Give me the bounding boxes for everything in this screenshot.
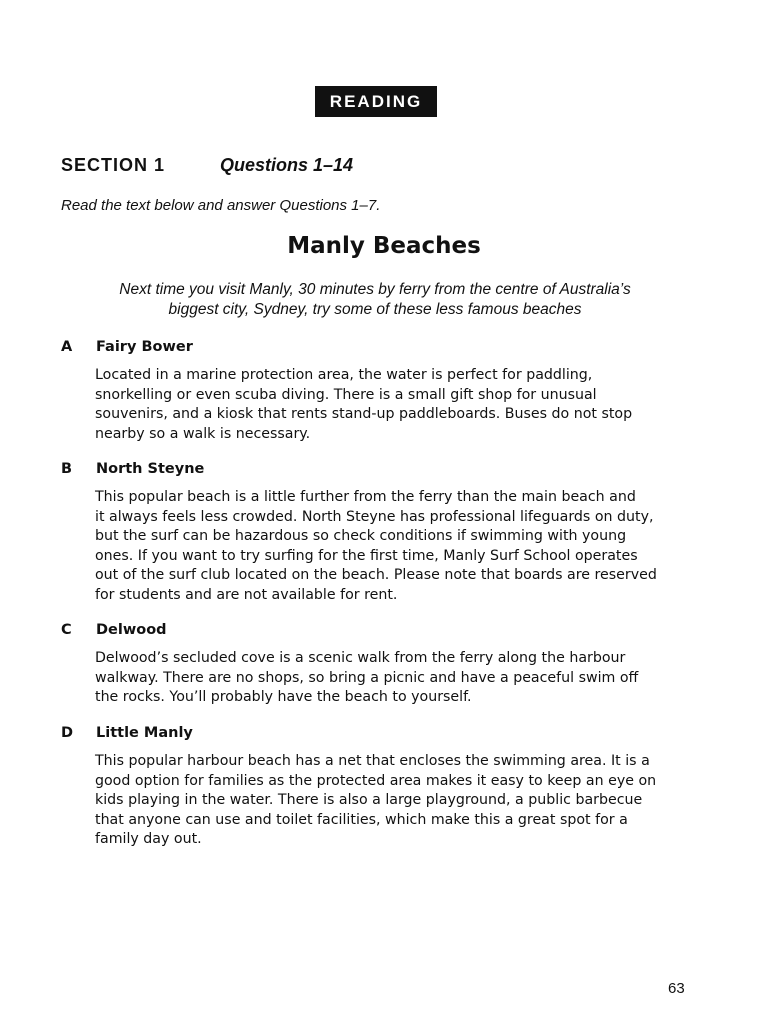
entry-line: Located in a marine protection area, the water is perfect for paddling, bbox=[95, 367, 593, 383]
entry-line: nearby so a walk is necessary. bbox=[95, 425, 311, 442]
entry-line: it always feels less crowded. North Steyne has professional lifeguards on duty, bbox=[95, 508, 654, 525]
entry-line: good option for families as the protected area makes it easy to keep an eye on bbox=[95, 772, 657, 789]
entry-letter: C bbox=[61, 622, 72, 638]
entry-line: This popular beach is a little further from the ferry than the main beach and bbox=[95, 489, 636, 505]
reading-banner-label: READING bbox=[329, 91, 423, 111]
entry-letter: D bbox=[61, 725, 74, 741]
section-heading bbox=[61, 155, 354, 176]
entry-line: for students and are not available for rent. bbox=[95, 586, 398, 603]
entry-line: snorkelling or even scuba diving. There is a small gift shop for unusual bbox=[95, 386, 597, 403]
entry-body bbox=[95, 488, 695, 606]
entry-line: This popular harbour beach has a net that encloses the swimming area. It is a bbox=[95, 753, 650, 769]
entry-line: the rocks. You’ll probably have the beach to yourself. bbox=[95, 689, 472, 706]
entry-line: that anyone can use and toilet facilities, which make this a great spot for a bbox=[95, 811, 628, 828]
entry-name: Delwood bbox=[96, 622, 167, 638]
entry-name: Little Manly bbox=[96, 725, 193, 741]
instruction-text: Read the text below and answer Questions 1–7. bbox=[61, 197, 381, 214]
reading-banner bbox=[315, 86, 437, 117]
entry-line: out of the surf club located on the beach. Please note that boards are reserved bbox=[95, 567, 657, 584]
subtitle-line: biggest city, Sydney, try some of these less famous beaches bbox=[168, 301, 582, 318]
entry-body bbox=[95, 752, 695, 850]
article-title: Manly Beaches bbox=[287, 233, 481, 259]
page-number: 63 bbox=[668, 980, 685, 997]
entry-line: Delwood’s secluded cove is a scenic walk from the ferry along the harbour bbox=[95, 650, 626, 666]
entry-line: walkway. There are no shops, so bring a picnic and have a peaceful swim off bbox=[95, 669, 639, 686]
entry-line: kids playing in the water. There is also a large playground, a public barbecue bbox=[95, 792, 643, 809]
section-label: SECTION 1 bbox=[61, 155, 166, 175]
entry-line: souvenirs, and a kiosk that rents stand-up paddleboards. Buses do not stop bbox=[95, 406, 633, 423]
entry-letter: A bbox=[61, 339, 73, 355]
entry-body bbox=[95, 649, 695, 708]
entry-line: ones. If you want to try surfing for the first time, Manly Surf School operates bbox=[95, 547, 638, 564]
entry-body bbox=[95, 366, 695, 444]
entry-name: Fairy Bower bbox=[96, 339, 193, 355]
entry-line: but the surf can be hazardous so check conditions if swimming with young bbox=[95, 528, 627, 545]
entry-line: family day out. bbox=[95, 831, 202, 848]
subtitle-line: Next time you visit Manly, 30 minutes by ferry from the centre of Australia’s bbox=[119, 281, 631, 298]
entry-name: North Steyne bbox=[96, 461, 205, 477]
entry-letter: B bbox=[61, 461, 73, 477]
article-subtitle bbox=[60, 280, 690, 320]
section-questions: Questions 1–14 bbox=[220, 155, 354, 175]
